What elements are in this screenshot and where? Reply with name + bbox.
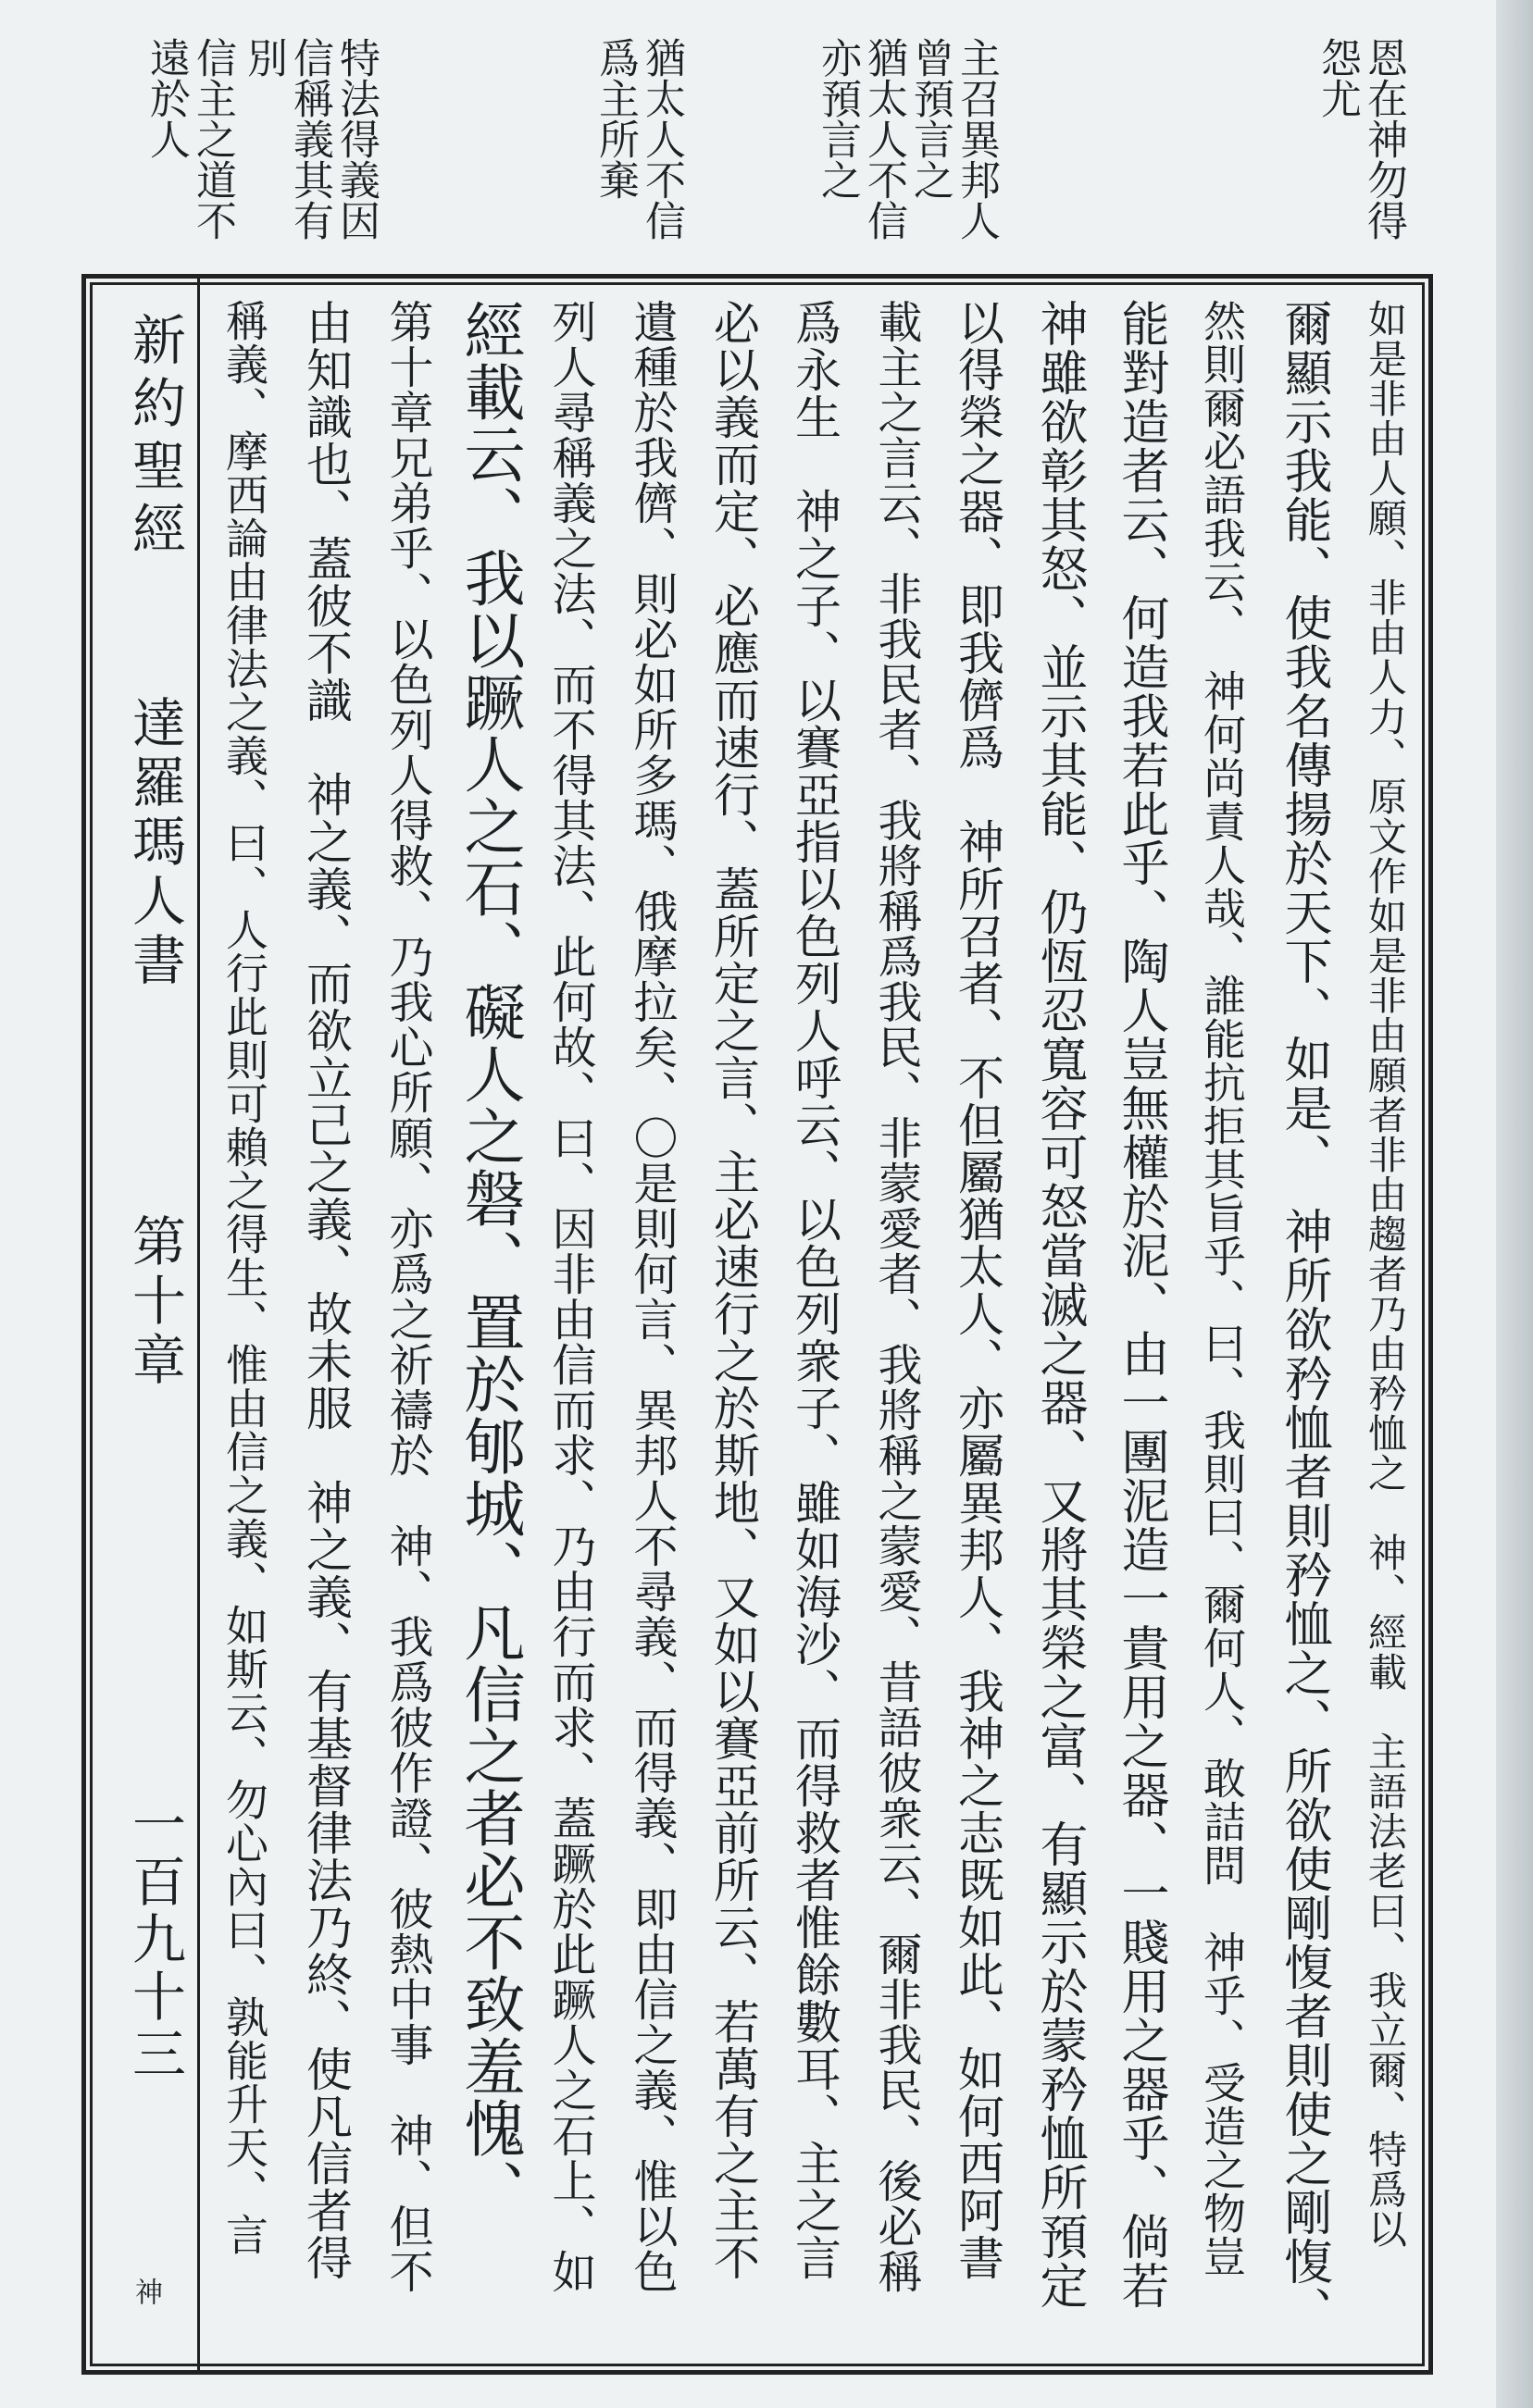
- text-body: [197, 279, 1428, 2370]
- text-column: 載主之言云、非我民者、我將稱爲我民、非蒙愛者、我將稱之蒙愛、昔語彼衆云、爾非我民、後必稱: [870, 299, 922, 2294]
- margin-note: 亦預言之: [814, 37, 861, 200]
- margin-note: 猶太人不信: [638, 37, 685, 241]
- catchword: 神: [130, 2278, 162, 2305]
- margin-note: 信稱義其有: [286, 37, 333, 241]
- text-column: 經載云、我以蹶人之石、礙人之磐、置於郇城、凡信之者必不致羞愧、: [454, 299, 525, 2221]
- text-column: 由知識也、蓋彼不識 神之義、而欲立己之義、故未服 神之義、有基督律法乃終、使凡信者得: [299, 299, 353, 2281]
- margin-note: 遠於人: [143, 37, 190, 159]
- epistle-name: 達羅瑪人書: [123, 695, 186, 991]
- text-column: 爾顯示我能、使我名傳揚於天下、如是、 神所欲矜恤者則矜恤之、所欲使剛愎者則使之剛愎、: [1276, 299, 1331, 2335]
- text-column: 爲永生 神之子、以賽亞指以色列人呼云、以色列衆子、雖如海沙、而得救者惟餘數耳、主之言: [788, 299, 841, 2281]
- page-edge: [1496, 0, 1533, 2408]
- text-column: 神雖欲彰其怒、並示其能、仍恆忍寬容可怒當滅之器、又將其榮之富、有顯示於蒙矜恤所預定: [1031, 299, 1087, 2310]
- margin-note: 特法得義因: [332, 37, 380, 241]
- margin-note: 信主之道不: [189, 37, 236, 241]
- text-column: 以得榮之器、即我儕爲 神所召者、不但屬猶太人、亦屬異邦人、我神之志既如此、如何西阿書: [951, 299, 1004, 2281]
- running-header: [86, 279, 200, 2370]
- text-column: 如是非由人願、非由人力、原文作如是非由願者非由趨者乃由矜恤之 神、經載 主語法老曰、我立爾、特爲以: [1363, 299, 1408, 2249]
- text-column: 必以義而定、必應而速行、蓋所定之言、主必速行之於斯地、又如以賽亞前所云、若萬有之主不: [706, 299, 760, 2281]
- text-column: 然則爾必語我云、 神何尚責人哉、誰能抗拒其旨乎、曰、我則曰、爾何人、敢詰問 神乎、受造之物豈: [1197, 299, 1247, 2278]
- margin-note: 恩在神勿得: [1360, 37, 1407, 241]
- text-column: 稱義、摩西論由律法之義、曰、人行此則可賴之得生、惟由信之義、如斯云、勿心內曰、孰能升天、言: [219, 299, 269, 2256]
- page-number: 一百九十三: [123, 1796, 186, 2083]
- chapter-label: 第十章: [123, 1213, 186, 1391]
- text-frame: [81, 274, 1433, 2375]
- text-column: 第十章兄弟乎、以色列人得救、乃我心所願、亦爲之祈禱於 神、我爲彼作證、彼熱中事 神、但不: [381, 299, 433, 2294]
- margin-note: 主召異邦人: [953, 37, 1000, 241]
- text-column: 能對造者云、何造我若此乎、陶人豈無權於泥、由一團泥造一貴用之器、一賤用之器乎、倘若: [1113, 299, 1168, 2310]
- marginal-notes: [139, 37, 1416, 287]
- margin-note: 曾預言之: [906, 37, 953, 200]
- text-column: 列人尋稱義之法、而不得其法、此何故、曰、因非由信而求、乃由行而求、蓋蹶於此蹶人之石上、如: [544, 299, 596, 2294]
- book-title: 新約聖經: [123, 312, 186, 564]
- margin-note: 別: [240, 37, 287, 78]
- margin-note: 怨尤: [1314, 37, 1361, 118]
- text-column: 遺種於我儕、則必如所多瑪、俄摩拉矣、〇是則何言、異邦人不尋義、而得義、即由信之義、惟以色: [626, 299, 678, 2294]
- margin-note: 猶太人不信: [860, 37, 907, 241]
- margin-note: 爲主所棄: [592, 37, 639, 200]
